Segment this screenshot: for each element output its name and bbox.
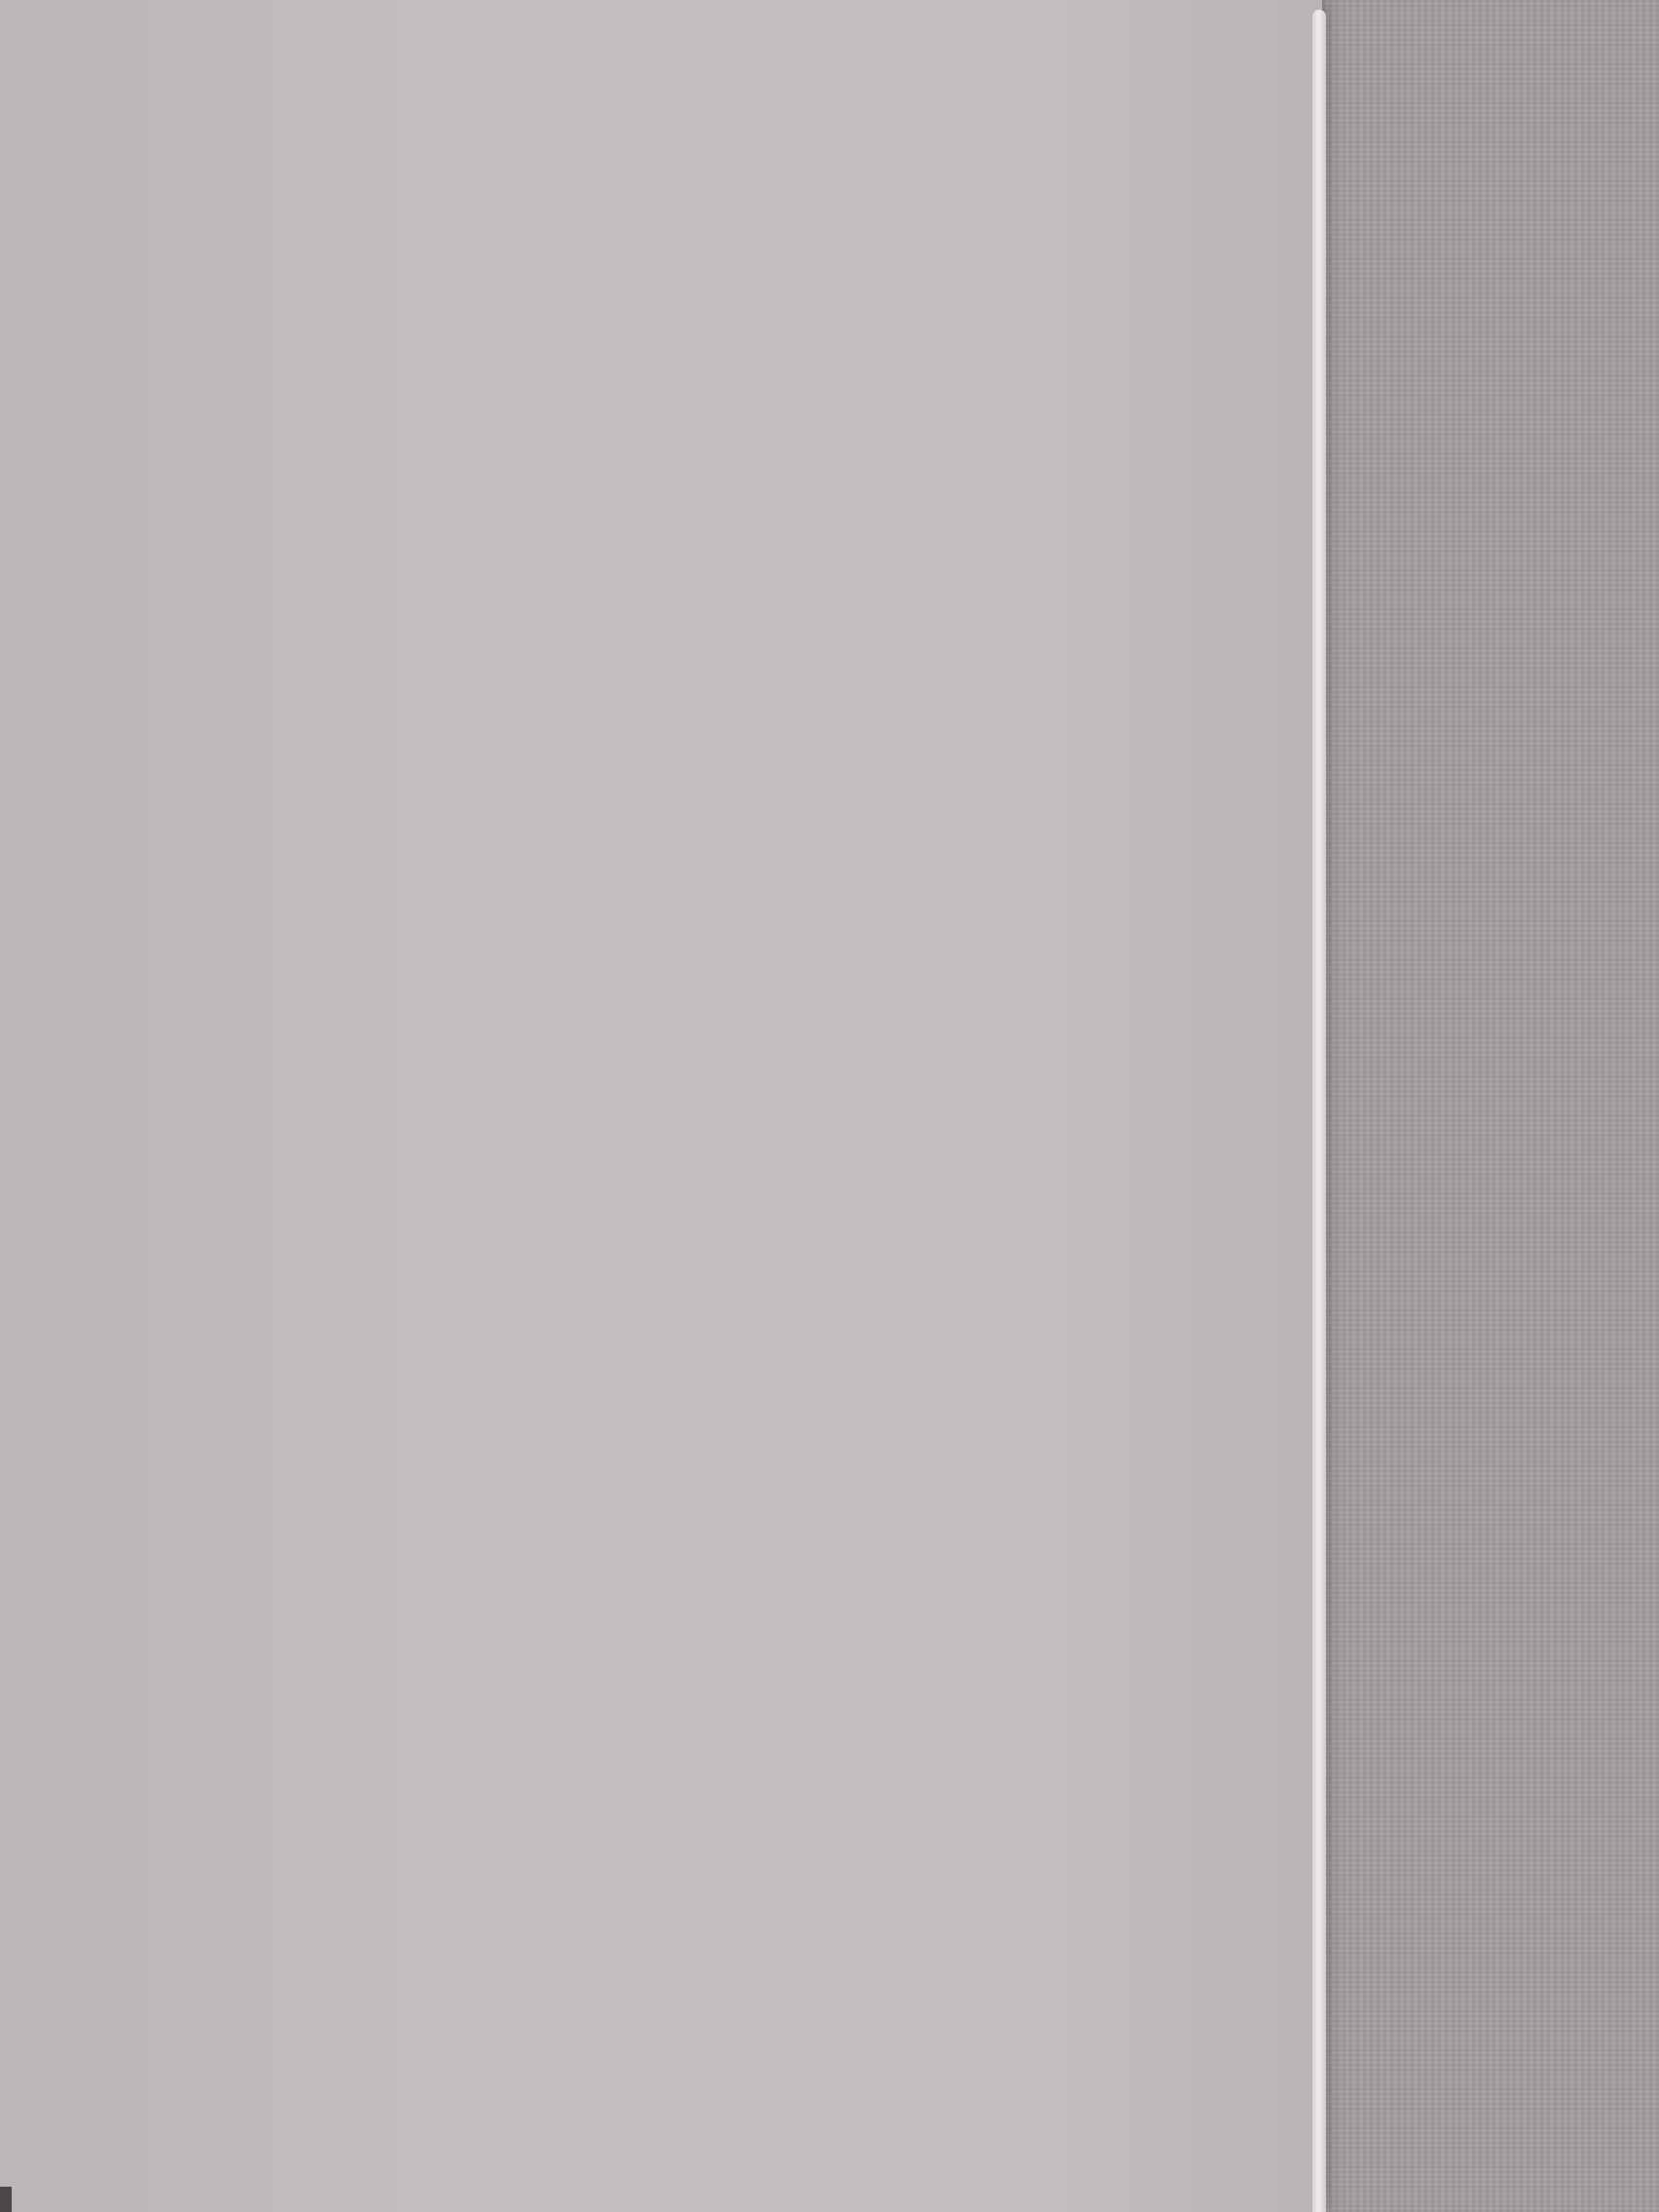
watermark: [0, 2187, 12, 2212]
page-edge: [1312, 10, 1326, 2212]
table-of-contents: [47, 93, 1178, 214]
